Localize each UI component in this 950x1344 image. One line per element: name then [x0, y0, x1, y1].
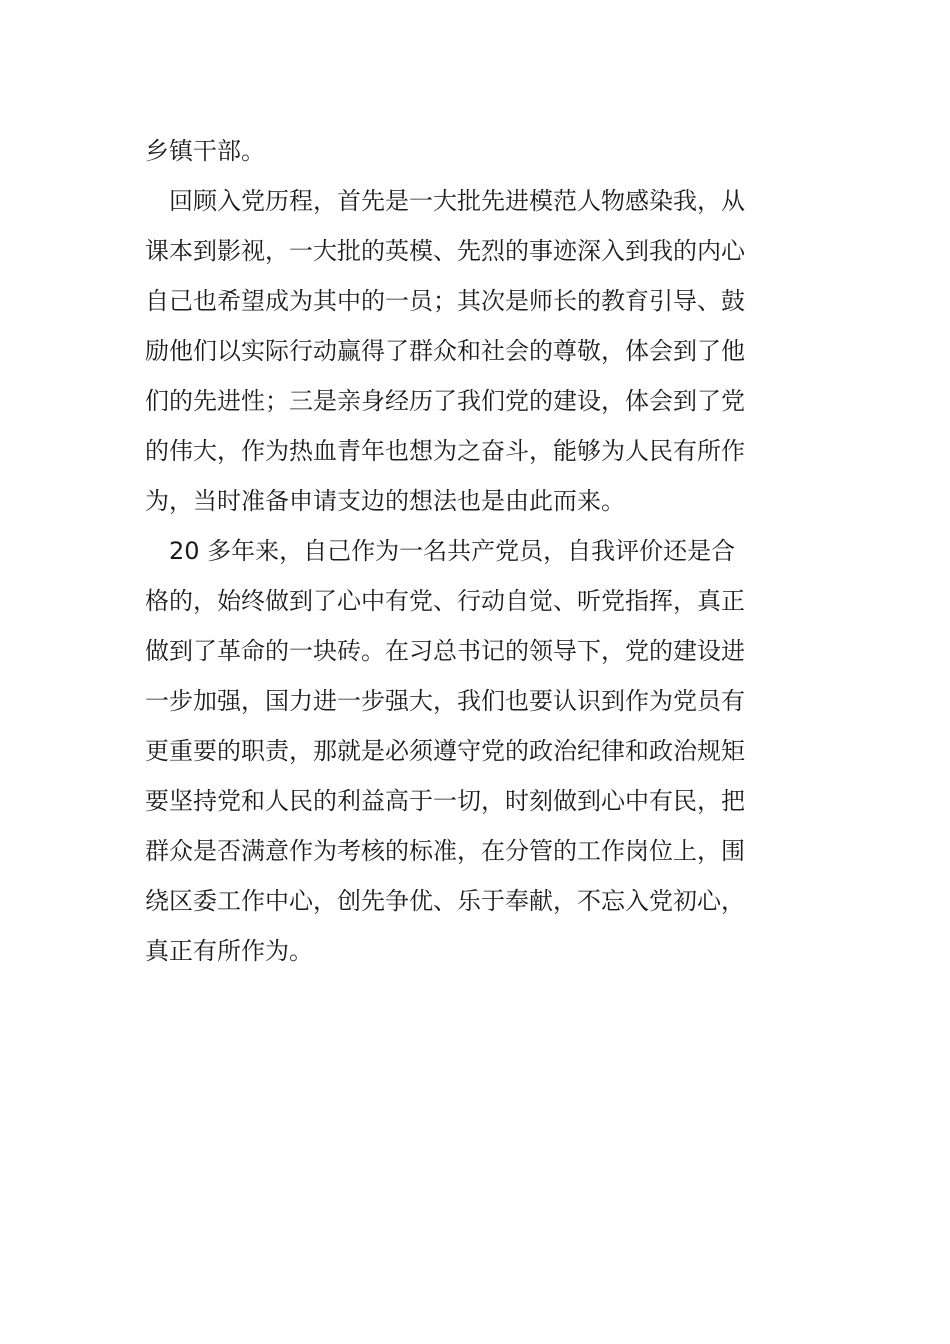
text-line: 们的先进性；三是亲身经历了我们党的建设，体会到了党 — [145, 387, 745, 415]
text-line: 励他们以实际行动赢得了群众和社会的尊敬，体会到了他 — [145, 337, 745, 365]
document-body — [145, 126, 810, 1026]
text-line — [145, 976, 810, 1026]
text-line: 群众是否满意作为考核的标准，在分管的工作岗位上，围 — [145, 837, 745, 865]
text-line: 绕区委工作中心，创先争优、乐于奉献，不忘入党初心， — [145, 887, 745, 915]
text-line: 回顾入党历程，首先是一大批先进模范人物感染我，从 — [145, 187, 745, 215]
text-line: 做到了革命的一块砖。在习总书记的领导下，党的建设进 — [145, 637, 745, 665]
paragraph-2 — [145, 176, 810, 526]
paragraph-1 — [145, 126, 810, 176]
text-line: 更重要的职责，那就是必须遵守党的政治纪律和政治规矩 — [145, 737, 745, 765]
text-line: 真正有所作为。 — [145, 937, 313, 965]
text-line: 一步加强，国力进一步强大，我们也要认识到作为党员有 — [145, 687, 745, 715]
paragraph-3 — [145, 526, 810, 1026]
text-line: 格的，始终做到了心中有党、行动自觉、听党指挥，真正 — [145, 587, 745, 615]
text-line: 的伟大，作为热血青年也想为之奋斗，能够为人民有所作 — [145, 437, 745, 465]
text-line: 20 多年来，自己作为一名共产党员，自我评价还是合 — [145, 537, 736, 565]
text-line: 为，当时准备申请支边的想法也是由此而来。 — [145, 487, 625, 515]
text-line: 乡镇干部。 — [145, 137, 265, 165]
text-line: 课本到影视，一大批的英模、先烈的事迹深入到我的内心 — [145, 237, 745, 265]
text-line: 自己也希望成为其中的一员；其次是师长的教育引导、鼓 — [145, 287, 745, 315]
text-line: 要坚持党和人民的利益高于一切，时刻做到心中有民，把 — [145, 787, 745, 815]
